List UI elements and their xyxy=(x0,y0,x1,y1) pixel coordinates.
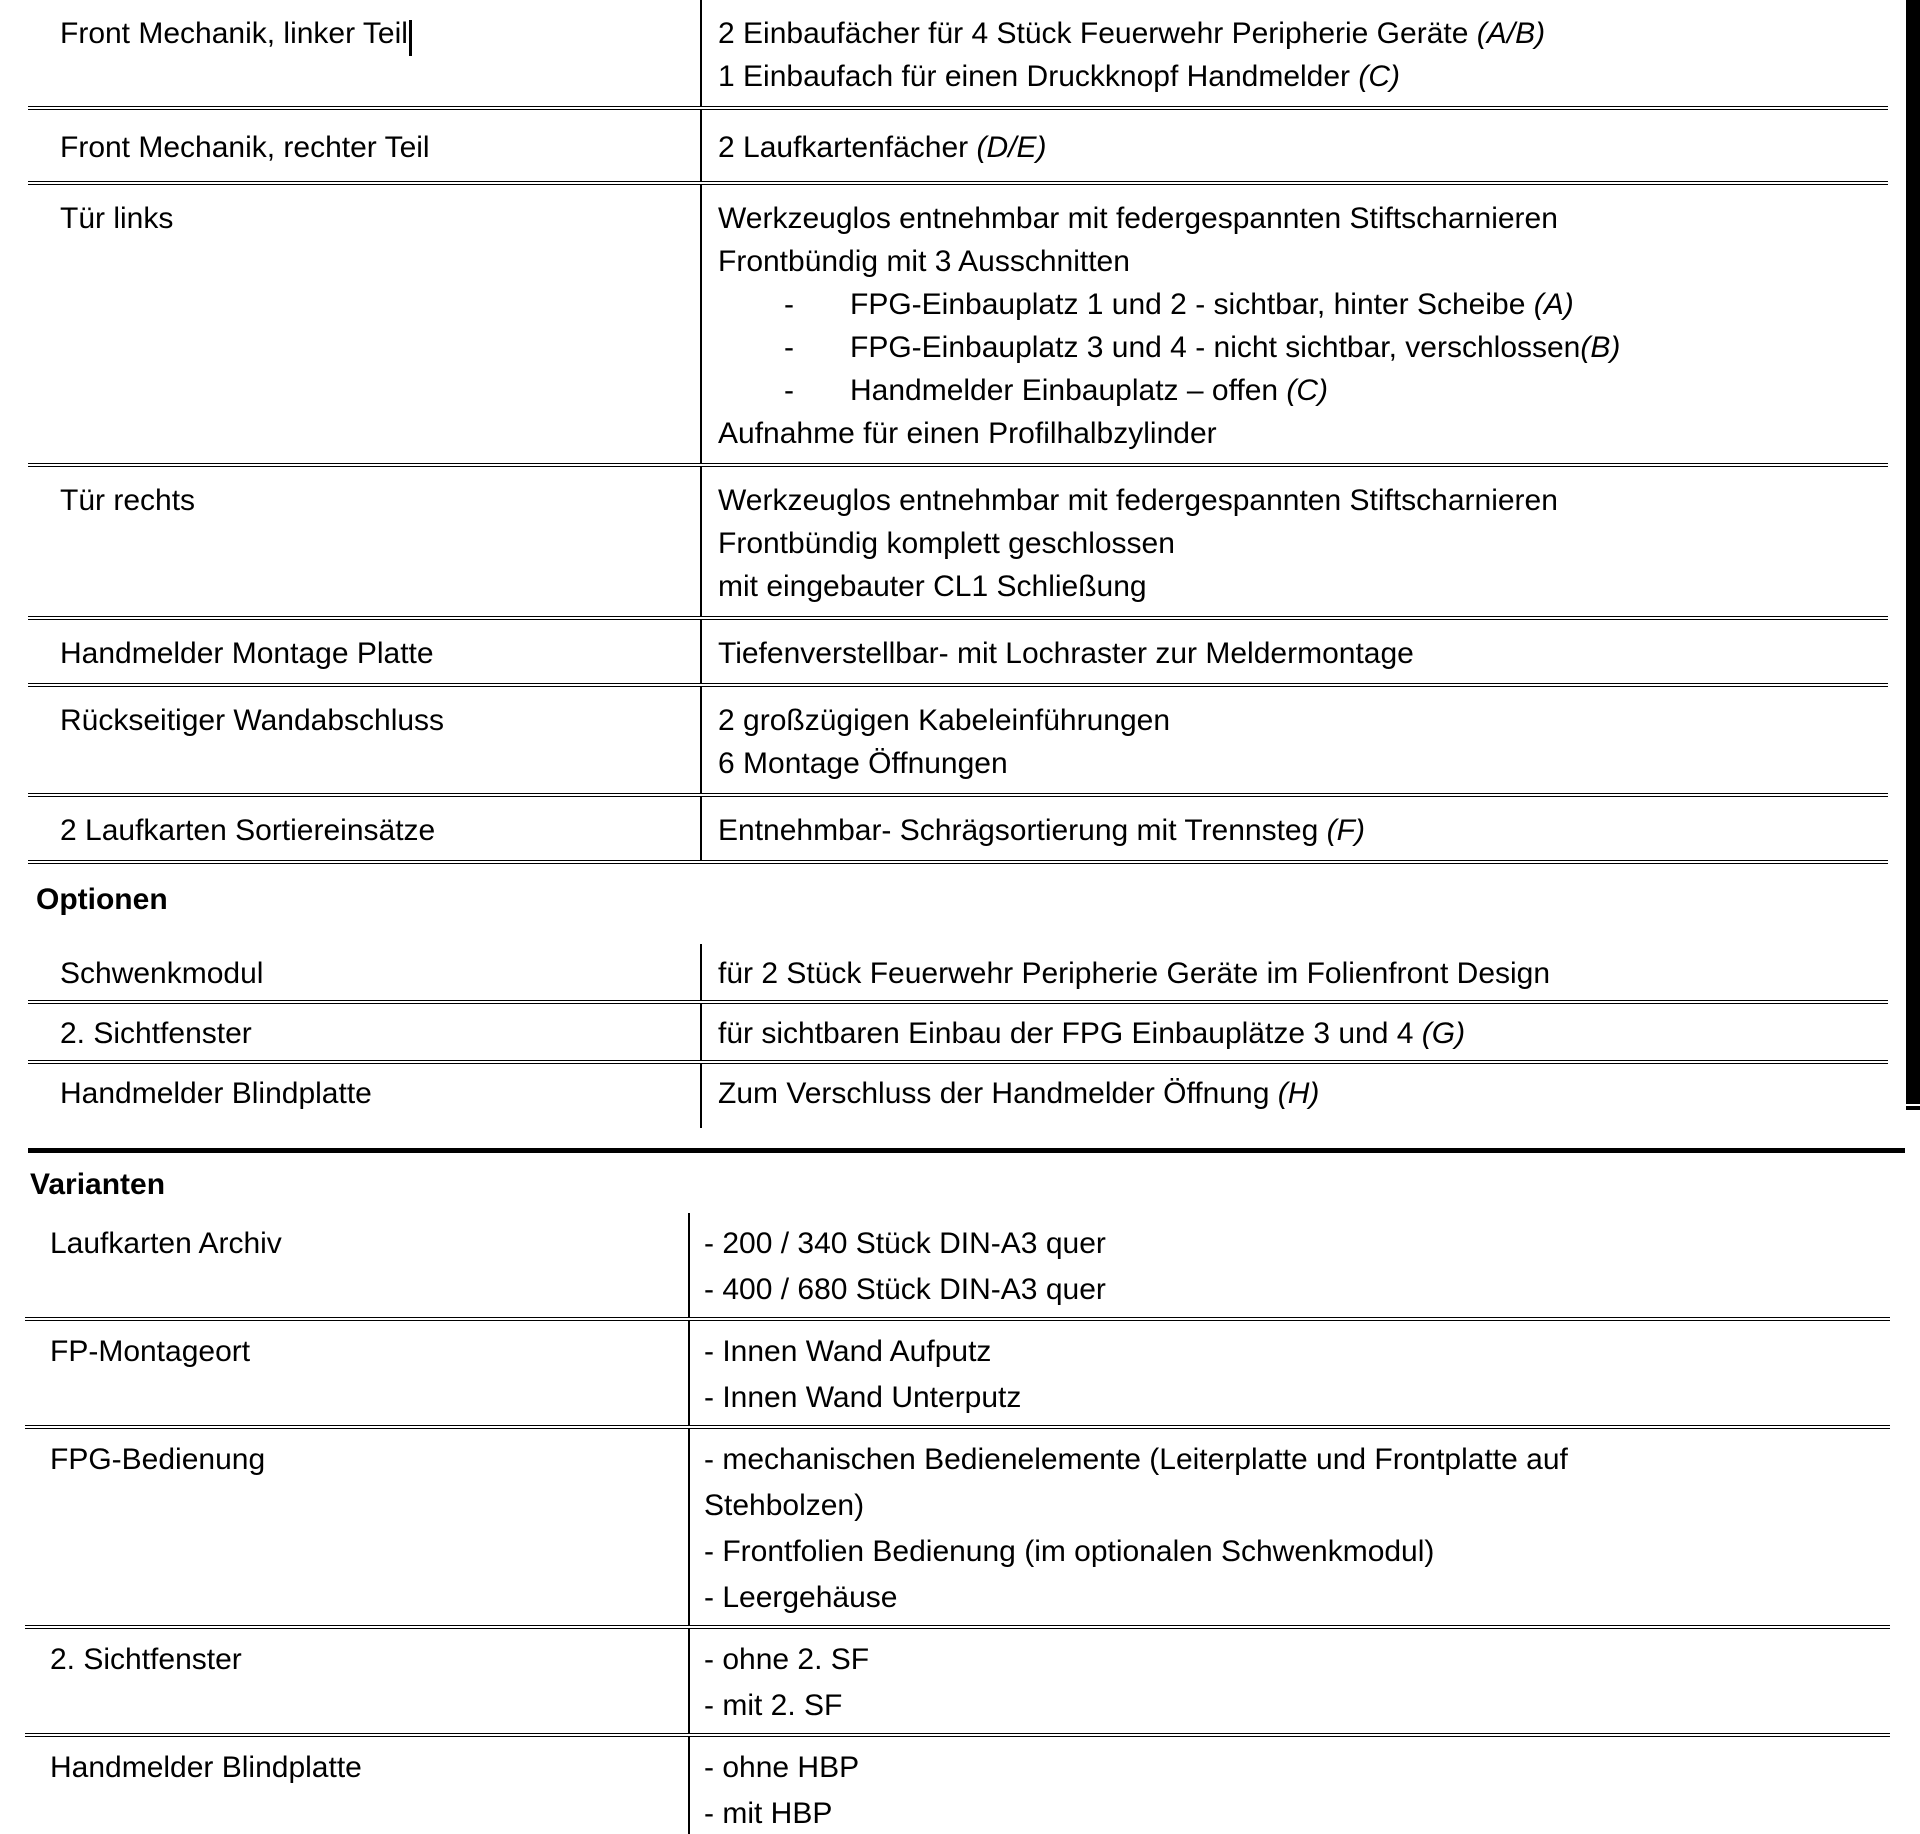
value-line xyxy=(704,1483,1880,1529)
row-value-cell xyxy=(688,1321,1890,1425)
row-label-cell xyxy=(28,687,700,793)
options-table xyxy=(28,944,1888,1128)
italic-ref: (F) xyxy=(1326,814,1365,847)
row-value-cell xyxy=(700,185,1888,463)
line-text: für 2 Stück Feuerwehr Peripherie Geräte im Folienfront Design xyxy=(718,957,1551,990)
row-label: Tür rechts xyxy=(60,484,196,517)
table-row-2-sichtfenster-option xyxy=(28,1004,1888,1064)
line-text: Aufnahme für einen Profilhalbzylinder xyxy=(718,417,1217,450)
value-line xyxy=(718,809,1878,852)
row-label: 2 Laufkarten Sortiereinsätze xyxy=(60,814,436,847)
line-text: FPG-Einbauplatz 3 und 4 - nicht sichtbar, verschlossen xyxy=(850,331,1581,364)
line-text: - Innen Wand Unterputz xyxy=(704,1381,1022,1414)
line-text: 1 Einbaufach für einen Druckknopf Handmelder xyxy=(718,60,1359,93)
value-line xyxy=(718,55,1878,98)
row-label-cell xyxy=(28,944,700,1000)
window-edge-bar-end xyxy=(1906,1106,1920,1110)
line-text: - ohne 2. SF xyxy=(704,1643,870,1676)
line-text: mit eingebauter CL1 Schließung xyxy=(718,570,1147,603)
line-text: Zum Verschluss der Handmelder Öffnung xyxy=(718,1077,1278,1110)
line-text: - 200 / 340 Stück DIN-A3 quer xyxy=(704,1227,1106,1260)
row-value-cell xyxy=(688,1213,1890,1317)
row-value-cell xyxy=(688,1429,1890,1625)
table-row-tuer-links xyxy=(28,185,1888,467)
row-label-cell xyxy=(25,1429,688,1625)
value-line xyxy=(704,1745,1880,1791)
value-line-bullet xyxy=(718,283,1878,326)
row-label: Handmelder Montage Platte xyxy=(60,637,434,670)
row-label: 2. Sichtfenster xyxy=(60,1017,252,1050)
value-line xyxy=(718,197,1878,240)
line-text: - Leergehäuse xyxy=(704,1581,898,1614)
row-label: Front Mechanik, linker Teil xyxy=(60,17,408,50)
italic-ref: (B) xyxy=(1580,331,1621,364)
italic-ref: (C) xyxy=(1358,60,1401,93)
value-line xyxy=(704,1637,1880,1683)
line-text: - ohne HBP xyxy=(704,1751,860,1784)
value-line-bullet xyxy=(718,369,1878,412)
row-label-cell xyxy=(28,797,700,860)
value-line xyxy=(718,632,1878,675)
row-label-cell xyxy=(25,1737,688,1834)
row-label: Tür links xyxy=(60,202,174,235)
value-line xyxy=(718,742,1878,785)
value-line-bullet xyxy=(718,326,1878,369)
value-line xyxy=(718,126,1878,169)
line-text: - Innen Wand Aufputz xyxy=(704,1335,992,1368)
value-line xyxy=(718,699,1878,742)
row-label: Front Mechanik, rechter Teil xyxy=(60,131,430,164)
table-row-laufkarten-sortiereinsaetze xyxy=(28,797,1888,864)
row-label-cell xyxy=(28,1064,700,1128)
row-label-cell xyxy=(25,1321,688,1425)
table-row-laufkarten-archiv xyxy=(25,1213,1890,1321)
spec-table xyxy=(28,0,1888,864)
row-label-cell xyxy=(28,1004,700,1060)
table-row-fp-montageort xyxy=(25,1321,1890,1429)
line-text: FPG-Einbauplatz 1 und 2 - sichtbar, hinter Scheibe xyxy=(850,288,1534,321)
value-line xyxy=(704,1267,1880,1313)
window-edge-bar xyxy=(1906,0,1920,1104)
line-text: - mechanischen Bedienelemente (Leiterplatte und Frontplatte auf xyxy=(704,1443,1568,1476)
bullet-dash: - xyxy=(784,374,794,407)
row-label: Schwenkmodul xyxy=(60,957,264,990)
line-text: Tiefenverstellbar- mit Lochraster zur Meldermontage xyxy=(718,637,1414,670)
row-value-cell xyxy=(700,467,1888,616)
row-label-cell xyxy=(25,1213,688,1317)
line-text: Handmelder Einbauplatz – offen xyxy=(850,374,1287,407)
value-line xyxy=(718,565,1878,608)
row-value-cell xyxy=(700,1004,1888,1060)
row-value-cell xyxy=(700,687,1888,793)
value-line xyxy=(704,1329,1880,1375)
row-label: Handmelder Blindplatte xyxy=(50,1751,362,1784)
row-label-cell xyxy=(25,1629,688,1733)
italic-ref: (G) xyxy=(1421,1017,1466,1050)
table-row-handmelder-blindplatte-variante xyxy=(25,1737,1890,1834)
line-text: 2 Laufkartenfächer xyxy=(718,131,977,164)
italic-ref: (H) xyxy=(1277,1077,1320,1110)
line-text: 2 großzügigen Kabeleinführungen xyxy=(718,704,1171,737)
row-label-cell xyxy=(28,620,700,683)
value-line xyxy=(704,1529,1880,1575)
row-label: FP-Montageort xyxy=(50,1335,251,1368)
value-line xyxy=(718,240,1878,283)
italic-ref: (A) xyxy=(1533,288,1574,321)
row-value-cell xyxy=(700,944,1888,1000)
table-row-tuer-rechts xyxy=(28,467,1888,620)
row-value-cell xyxy=(700,797,1888,860)
line-text: - Frontfolien Bedienung (im optionalen Schwenkmodul) xyxy=(704,1535,1435,1568)
row-label-cell xyxy=(28,0,700,106)
row-label: 2. Sichtfenster xyxy=(50,1643,242,1676)
line-text: 2 Einbaufächer für 4 Stück Feuerwehr Peripherie Geräte xyxy=(718,17,1477,50)
value-line xyxy=(718,412,1878,455)
variants-table xyxy=(25,1213,1890,1834)
value-line xyxy=(704,1375,1880,1421)
table-row-fpg-bedienung xyxy=(25,1429,1890,1629)
value-line xyxy=(718,1074,1878,1114)
table-row-handmelder-blindplatte-option xyxy=(28,1064,1888,1128)
line-text: - mit 2. SF xyxy=(704,1689,843,1722)
italic-ref: (A/B) xyxy=(1476,17,1546,50)
value-line xyxy=(718,12,1878,55)
line-text: - mit HBP xyxy=(704,1797,833,1830)
value-line xyxy=(704,1791,1880,1834)
value-line xyxy=(704,1683,1880,1729)
row-value-cell xyxy=(700,110,1888,181)
value-line xyxy=(704,1575,1880,1621)
row-label-cell xyxy=(28,110,700,181)
value-line xyxy=(718,479,1878,522)
table-row-2-sichtfenster-variante xyxy=(25,1629,1890,1737)
row-value-cell xyxy=(700,0,1888,106)
row-label: Handmelder Blindplatte xyxy=(60,1077,372,1110)
bullet-dash: - xyxy=(784,331,794,364)
row-value-cell xyxy=(700,620,1888,683)
line-text: 6 Montage Öffnungen xyxy=(718,747,1008,780)
line-text: Werkzeuglos entnehmbar mit federgespannten Stiftscharnieren xyxy=(718,484,1558,517)
row-value-cell xyxy=(700,1064,1888,1128)
row-label: Laufkarten Archiv xyxy=(50,1227,282,1260)
section-separator-line xyxy=(28,1148,1905,1153)
row-label-cell xyxy=(28,467,700,616)
section-heading-varianten: Varianten xyxy=(30,1168,166,1201)
table-row-handmelder-montage-platte xyxy=(28,620,1888,687)
value-line xyxy=(704,1437,1880,1483)
value-line xyxy=(718,1014,1878,1054)
line-text: Entnehmbar- Schrägsortierung mit Trennsteg xyxy=(718,814,1327,847)
line-text: Werkzeuglos entnehmbar mit federgespannten Stiftscharnieren xyxy=(718,202,1558,235)
row-value-cell xyxy=(688,1629,1890,1733)
row-label: Rückseitiger Wandabschluss xyxy=(60,704,445,737)
row-value-cell xyxy=(688,1737,1890,1834)
row-label: FPG-Bedienung xyxy=(50,1443,266,1476)
italic-ref: (C) xyxy=(1286,374,1329,407)
table-row-front-mechanik-rechts xyxy=(28,110,1888,185)
italic-ref: (D/E) xyxy=(976,131,1047,164)
row-label-cell xyxy=(28,185,700,463)
line-text: Stehbolzen) xyxy=(704,1489,865,1522)
line-text: - 400 / 680 Stück DIN-A3 quer xyxy=(704,1273,1106,1306)
line-text: für sichtbaren Einbau der FPG Einbauplätze 3 und 4 xyxy=(718,1017,1422,1050)
value-line xyxy=(718,954,1878,994)
text-cursor xyxy=(409,20,412,56)
table-row-schwenkmodul xyxy=(28,944,1888,1004)
section-heading-optionen: Optionen xyxy=(36,883,168,916)
value-line xyxy=(704,1221,1880,1267)
bullet-dash: - xyxy=(784,288,794,321)
table-row-rueckseitiger-wandabschluss xyxy=(28,687,1888,797)
line-text: Frontbündig komplett geschlossen xyxy=(718,527,1175,560)
table-row-front-mechanik-links xyxy=(28,0,1888,110)
value-line xyxy=(718,522,1878,565)
line-text: Frontbündig mit 3 Ausschnitten xyxy=(718,245,1130,278)
